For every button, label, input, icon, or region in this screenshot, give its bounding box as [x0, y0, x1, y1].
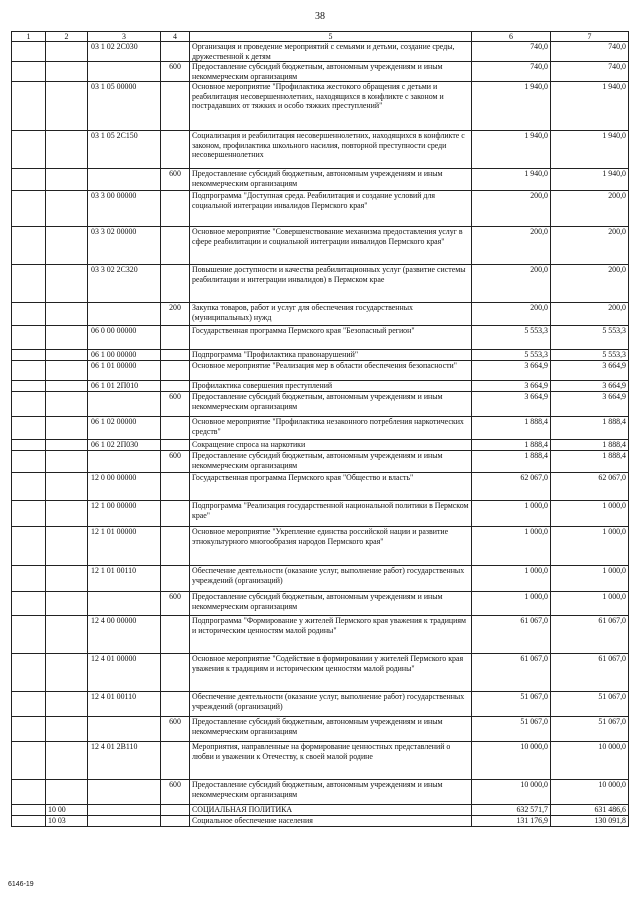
expense-type-cell: [161, 350, 190, 361]
amount-cell-2019: 1 888,4: [472, 440, 551, 451]
amount-cell-2019: 632 571,7: [472, 805, 551, 816]
amount-cell-2020: 61 067,0: [551, 616, 629, 654]
table-row: [12, 191, 629, 227]
expense-type-cell: [161, 816, 190, 827]
amount-cell-2020: 51 067,0: [551, 717, 629, 742]
amount-cell-2019: 61 067,0: [472, 616, 551, 654]
expense-type-cell: [161, 692, 190, 717]
amount-cell-2019: 200,0: [472, 191, 551, 227]
target-article-cell: [88, 816, 161, 827]
table-row: [12, 440, 629, 451]
amount-cell-2019: 10 000,0: [472, 780, 551, 805]
description-cell: СОЦИАЛЬНАЯ ПОЛИТИКА: [190, 805, 472, 816]
section-cell: [12, 566, 46, 592]
table-row: [12, 451, 629, 473]
target-article-cell: 06 1 02 2П030: [88, 440, 161, 451]
amount-cell-2020: 51 067,0: [551, 692, 629, 717]
table-row: [12, 654, 629, 692]
table-row: [12, 42, 629, 62]
amount-cell-2020: 1 888,4: [551, 417, 629, 440]
column-header: 7: [551, 32, 629, 42]
section-cell: [12, 654, 46, 692]
amount-cell-2020: 130 091,8: [551, 816, 629, 827]
amount-cell-2019: 3 664,9: [472, 381, 551, 392]
subsection-cell: [46, 82, 88, 131]
subsection-cell: 10 03: [46, 816, 88, 827]
column-header: 6: [472, 32, 551, 42]
subsection-cell: [46, 501, 88, 527]
subsection-cell: [46, 169, 88, 191]
table-row: [12, 350, 629, 361]
amount-cell-2019: 200,0: [472, 265, 551, 303]
amount-cell-2020: 1 000,0: [551, 501, 629, 527]
table-row: [12, 392, 629, 417]
amount-cell-2019: 1 000,0: [472, 527, 551, 566]
description-cell: Социальное обеспечение населения: [190, 816, 472, 827]
subsection-cell: [46, 417, 88, 440]
amount-cell-2020: 1 000,0: [551, 566, 629, 592]
description-cell: Обеспечение деятельности (оказание услуг, выполнение работ) государственных учреждений (организаций): [190, 692, 472, 717]
target-article-cell: [88, 451, 161, 473]
target-article-cell: 06 1 00 00000: [88, 350, 161, 361]
subsection-cell: [46, 326, 88, 350]
subsection-cell: [46, 592, 88, 616]
description-cell: Предоставление субсидий бюджетным, автономным учреждениям и иным некоммерческим организациям: [190, 62, 472, 82]
table-row: [12, 473, 629, 501]
amount-cell-2019: 51 067,0: [472, 692, 551, 717]
target-article-cell: 03 1 05 00000: [88, 82, 161, 131]
amount-cell-2020: 3 664,9: [551, 381, 629, 392]
expense-type-cell: [161, 131, 190, 169]
target-article-cell: 06 0 00 00000: [88, 326, 161, 350]
table-row: [12, 527, 629, 566]
amount-cell-2020: 62 067,0: [551, 473, 629, 501]
amount-cell-2019: 62 067,0: [472, 473, 551, 501]
expense-type-cell: [161, 42, 190, 62]
table-row: [12, 616, 629, 654]
amount-cell-2019: 1 940,0: [472, 169, 551, 191]
amount-cell-2019: 1 940,0: [472, 82, 551, 131]
section-cell: [12, 62, 46, 82]
column-header: 2: [46, 32, 88, 42]
target-article-cell: 03 1 05 2С150: [88, 131, 161, 169]
target-article-cell: [88, 805, 161, 816]
subsection-cell: [46, 131, 88, 169]
column-header: 1: [12, 32, 46, 42]
amount-cell-2020: 740,0: [551, 62, 629, 82]
section-cell: [12, 742, 46, 780]
subsection-cell: [46, 350, 88, 361]
page-number: 38: [315, 11, 325, 22]
amount-cell-2020: 1 000,0: [551, 527, 629, 566]
table-row: [12, 742, 629, 780]
target-article-cell: [88, 169, 161, 191]
description-cell: Предоставление субсидий бюджетным, автономным учреждениям и иным некоммерческим организациям: [190, 451, 472, 473]
target-article-cell: 03 3 02 2С320: [88, 265, 161, 303]
section-cell: [12, 169, 46, 191]
description-cell: Предоставление субсидий бюджетным, автономным учреждениям и иным некоммерческим организациям: [190, 392, 472, 417]
target-article-cell: 06 1 02 00000: [88, 417, 161, 440]
expense-type-cell: [161, 326, 190, 350]
subsection-cell: [46, 392, 88, 417]
amount-cell-2020: 1 888,4: [551, 451, 629, 473]
description-cell: Сокращение спроса на наркотики: [190, 440, 472, 451]
subsection-cell: [46, 361, 88, 381]
target-article-cell: 12 4 01 00000: [88, 654, 161, 692]
table-row: [12, 326, 629, 350]
table-row: [12, 381, 629, 392]
column-number-header: [12, 32, 629, 42]
amount-cell-2019: 740,0: [472, 42, 551, 62]
subsection-cell: 10 00: [46, 805, 88, 816]
amount-cell-2019: 51 067,0: [472, 717, 551, 742]
section-cell: [12, 592, 46, 616]
amount-cell-2020: 631 486,6: [551, 805, 629, 816]
amount-cell-2019: 5 553,3: [472, 326, 551, 350]
table-row: [12, 227, 629, 265]
amount-cell-2020: 1 940,0: [551, 82, 629, 131]
expense-type-cell: [161, 527, 190, 566]
section-cell: [12, 361, 46, 381]
subsection-cell: [46, 692, 88, 717]
expense-type-cell: [161, 473, 190, 501]
table-row: [12, 780, 629, 805]
table-row: [12, 501, 629, 527]
expense-type-cell: 600: [161, 62, 190, 82]
description-cell: Основное мероприятие "Профилактика незаконного потребления наркотических средств": [190, 417, 472, 440]
expense-type-cell: [161, 440, 190, 451]
description-cell: Закупка товаров, работ и услуг для обеспечения государственных (муниципальных) нужд: [190, 303, 472, 326]
amount-cell-2019: 1 888,4: [472, 417, 551, 440]
section-cell: [12, 227, 46, 265]
expense-type-cell: [161, 227, 190, 265]
subsection-cell: [46, 742, 88, 780]
amount-cell-2020: 1 000,0: [551, 592, 629, 616]
table-row: [12, 361, 629, 381]
table-row: [12, 417, 629, 440]
amount-cell-2019: 200,0: [472, 303, 551, 326]
section-cell: [12, 42, 46, 62]
amount-cell-2019: 740,0: [472, 62, 551, 82]
section-cell: [12, 805, 46, 816]
expense-type-cell: [161, 381, 190, 392]
target-article-cell: 12 1 01 00000: [88, 527, 161, 566]
expense-type-cell: [161, 501, 190, 527]
expense-type-cell: [161, 191, 190, 227]
expense-type-cell: [161, 654, 190, 692]
table-row: [12, 592, 629, 616]
document-code: 6146-19: [8, 881, 34, 888]
target-article-cell: 03 3 00 00000: [88, 191, 161, 227]
amount-cell-2019: 131 176,9: [472, 816, 551, 827]
amount-cell-2019: 200,0: [472, 227, 551, 265]
description-cell: Основное мероприятие "Профилактика жестокого обращения с детьми и реабилитация несовершеннолетних, находящихся в конфликте с законом и пострадавших от тяжких и особо тяжких преступлений": [190, 82, 472, 131]
amount-cell-2020: 5 553,3: [551, 326, 629, 350]
amount-cell-2020: 10 000,0: [551, 780, 629, 805]
description-cell: Подпрограмма "Профилактика правонарушений": [190, 350, 472, 361]
subsection-cell: [46, 191, 88, 227]
amount-cell-2019: 1 888,4: [472, 451, 551, 473]
table-row: [12, 62, 629, 82]
expense-type-cell: [161, 417, 190, 440]
subsection-cell: [46, 62, 88, 82]
target-article-cell: [88, 717, 161, 742]
table-row: [12, 169, 629, 191]
subsection-cell: [46, 654, 88, 692]
description-cell: Обеспечение деятельности (оказание услуг, выполнение работ) государственных учреждений (организаций): [190, 566, 472, 592]
description-cell: Основное мероприятие "Реализация мер в области обеспечения безопасности": [190, 361, 472, 381]
description-cell: Основное мероприятие "Совершенствование механизма предоставления услуг в сфере реабилитации и социальной интеграции инвалидов Пермского края": [190, 227, 472, 265]
amount-cell-2020: 10 000,0: [551, 742, 629, 780]
amount-cell-2020: 200,0: [551, 265, 629, 303]
amount-cell-2020: 1 888,4: [551, 440, 629, 451]
target-article-cell: 12 0 00 00000: [88, 473, 161, 501]
target-article-cell: 12 1 01 00110: [88, 566, 161, 592]
subsection-cell: [46, 303, 88, 326]
description-cell: Повышение доступности и качества реабилитационных услуг (развитие системы реабилитации и интеграции инвалидов) в Пермском крае: [190, 265, 472, 303]
description-cell: Социализация и реабилитация несовершеннолетних, находящихся в конфликте с законом, профилактика школьного насилия, повторной преступности среди несовершеннолетних: [190, 131, 472, 169]
section-cell: [12, 191, 46, 227]
expense-type-cell: [161, 361, 190, 381]
subsection-cell: [46, 717, 88, 742]
section-cell: [12, 82, 46, 131]
table-row: [12, 131, 629, 169]
description-cell: Предоставление субсидий бюджетным, автономным учреждениям и иным некоммерческим организациям: [190, 169, 472, 191]
section-cell: [12, 692, 46, 717]
expense-type-cell: [161, 742, 190, 780]
column-header: 3: [88, 32, 161, 42]
description-cell: Подпрограмма "Реализация государственной национальной политики в Пермском крае": [190, 501, 472, 527]
subsection-cell: [46, 440, 88, 451]
table-row: [12, 82, 629, 131]
description-cell: Предоставление субсидий бюджетным, автономным учреждениям и иным некоммерческим организациям: [190, 717, 472, 742]
expense-type-cell: 600: [161, 717, 190, 742]
subsection-cell: [46, 227, 88, 265]
expense-type-cell: 600: [161, 169, 190, 191]
target-article-cell: 12 4 01 00110: [88, 692, 161, 717]
subsection-cell: [46, 616, 88, 654]
section-cell: [12, 392, 46, 417]
expense-type-cell: [161, 805, 190, 816]
section-cell: [12, 303, 46, 326]
target-article-cell: 06 1 01 2П010: [88, 381, 161, 392]
section-cell: [12, 381, 46, 392]
amount-cell-2020: 3 664,9: [551, 392, 629, 417]
amount-cell-2020: 200,0: [551, 303, 629, 326]
amount-cell-2019: 1 000,0: [472, 566, 551, 592]
description-cell: Предоставление субсидий бюджетным, автономным учреждениям и иным некоммерческим организациям: [190, 780, 472, 805]
target-article-cell: [88, 780, 161, 805]
target-article-cell: 03 1 02 2С030: [88, 42, 161, 62]
table-row: [12, 717, 629, 742]
target-article-cell: 03 3 02 00000: [88, 227, 161, 265]
amount-cell-2019: 1 940,0: [472, 131, 551, 169]
target-article-cell: 12 1 00 00000: [88, 501, 161, 527]
description-cell: Мероприятия, направленные на формирование ценностных представлений о любви и уважении к Отечеству, к своей малой родине: [190, 742, 472, 780]
subsection-cell: [46, 42, 88, 62]
amount-cell-2019: 1 000,0: [472, 501, 551, 527]
amount-cell-2019: 61 067,0: [472, 654, 551, 692]
section-cell: [12, 265, 46, 303]
description-cell: Подпрограмма "Формирование у жителей Пермского края уважения к традициям и историческим ценностям малой родины": [190, 616, 472, 654]
subsection-cell: [46, 566, 88, 592]
amount-cell-2019: 5 553,3: [472, 350, 551, 361]
expense-type-cell: 600: [161, 451, 190, 473]
subsection-cell: [46, 381, 88, 392]
amount-cell-2019: 10 000,0: [472, 742, 551, 780]
subsection-cell: [46, 780, 88, 805]
expense-type-cell: [161, 82, 190, 131]
target-article-cell: 12 4 01 2В110: [88, 742, 161, 780]
expense-type-cell: [161, 616, 190, 654]
expense-type-cell: 200: [161, 303, 190, 326]
description-cell: Государственная программа Пермского края "Общество и власть": [190, 473, 472, 501]
expense-type-cell: [161, 566, 190, 592]
description-cell: Предоставление субсидий бюджетным, автономным учреждениям и иным некоммерческим организациям: [190, 592, 472, 616]
amount-cell-2020: 1 940,0: [551, 131, 629, 169]
table-row: [12, 692, 629, 717]
section-cell: [12, 816, 46, 827]
target-article-cell: [88, 592, 161, 616]
expense-type-cell: 600: [161, 392, 190, 417]
target-article-cell: 12 4 00 00000: [88, 616, 161, 654]
section-cell: [12, 717, 46, 742]
section-cell: [12, 326, 46, 350]
subsection-cell: [46, 265, 88, 303]
amount-cell-2020: 5 553,3: [551, 350, 629, 361]
target-article-cell: [88, 62, 161, 82]
column-header: 5: [190, 32, 472, 42]
section-cell: [12, 473, 46, 501]
amount-cell-2020: 3 664,9: [551, 361, 629, 381]
table-row: [12, 816, 629, 827]
description-cell: Подпрограмма "Доступная среда. Реабилитация и создание условий для социальной интеграции инвалидов Пермского края": [190, 191, 472, 227]
amount-cell-2020: 200,0: [551, 227, 629, 265]
section-cell: [12, 440, 46, 451]
amount-cell-2020: 200,0: [551, 191, 629, 227]
table-row: [12, 265, 629, 303]
section-cell: [12, 131, 46, 169]
target-article-cell: [88, 392, 161, 417]
subsection-cell: [46, 451, 88, 473]
expense-type-cell: [161, 265, 190, 303]
amount-cell-2019: 1 000,0: [472, 592, 551, 616]
description-cell: Государственная программа Пермского края "Безопасный регион": [190, 326, 472, 350]
amount-cell-2020: 1 940,0: [551, 169, 629, 191]
table-row: [12, 805, 629, 816]
expense-type-cell: 600: [161, 780, 190, 805]
section-cell: [12, 417, 46, 440]
section-cell: [12, 616, 46, 654]
target-article-cell: 06 1 01 00000: [88, 361, 161, 381]
description-cell: Основное мероприятие "Укрепление единства российской нации и развитие этнокультурного многообразия народов Пермского края": [190, 527, 472, 566]
amount-cell-2019: 3 664,9: [472, 361, 551, 381]
subsection-cell: [46, 527, 88, 566]
table-body: [12, 42, 629, 827]
column-header: 4: [161, 32, 190, 42]
section-cell: [12, 501, 46, 527]
section-cell: [12, 527, 46, 566]
table-row: [12, 303, 629, 326]
budget-table: [11, 31, 629, 827]
amount-cell-2019: 3 664,9: [472, 392, 551, 417]
section-cell: [12, 350, 46, 361]
description-cell: Профилактика совершения преступлений: [190, 381, 472, 392]
amount-cell-2020: 61 067,0: [551, 654, 629, 692]
expense-type-cell: 600: [161, 592, 190, 616]
description-cell: Организация и проведение мероприятий с семьями и детьми, создание среды, дружественной к детям: [190, 42, 472, 62]
section-cell: [12, 780, 46, 805]
table-row: [12, 566, 629, 592]
section-cell: [12, 451, 46, 473]
description-cell: Основное мероприятие "Содействие в формировании у жителей Пермского края уважения к традициям и историческим ценностям малой родины": [190, 654, 472, 692]
subsection-cell: [46, 473, 88, 501]
amount-cell-2020: 740,0: [551, 42, 629, 62]
target-article-cell: [88, 303, 161, 326]
